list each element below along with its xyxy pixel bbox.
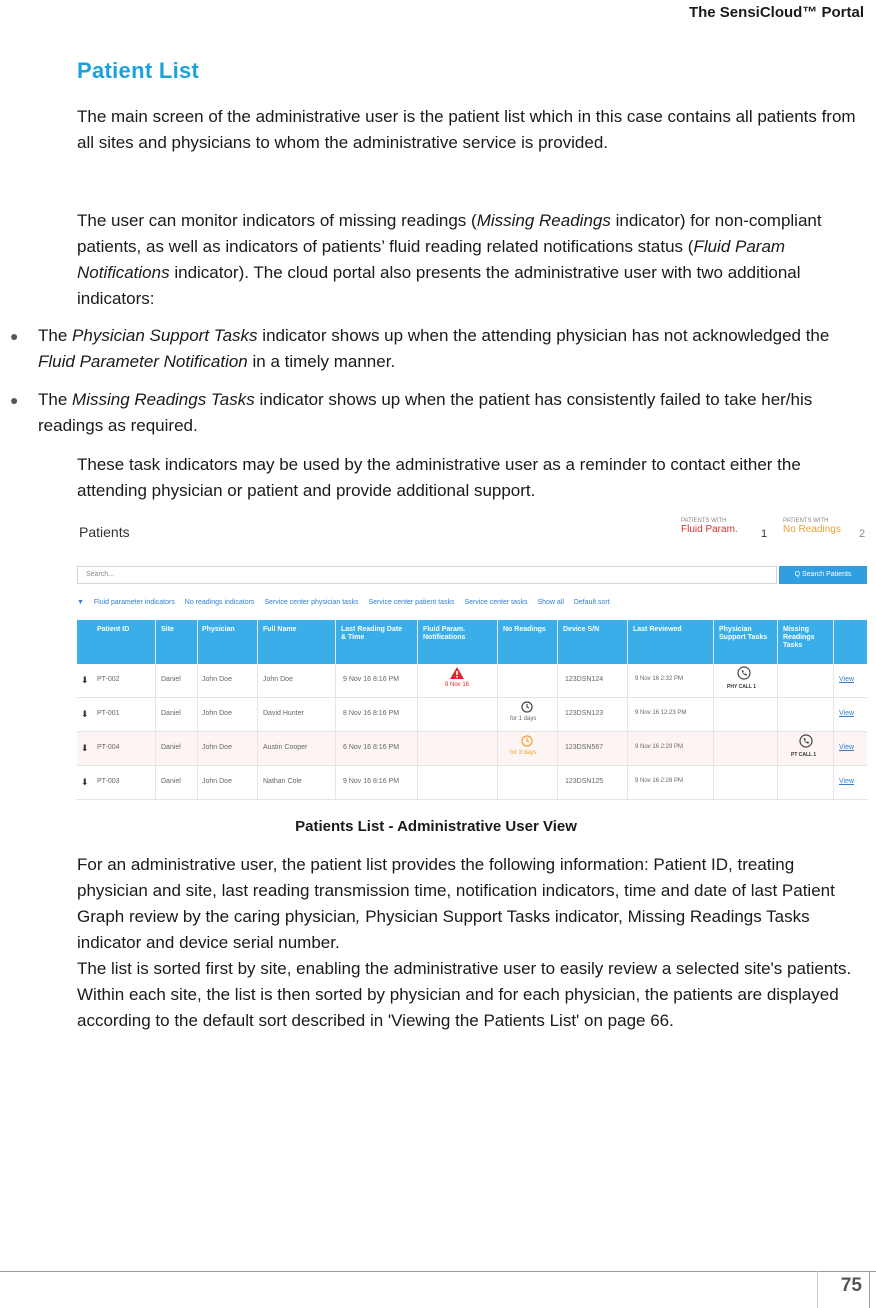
last-reading: 8 Nov 16 8:16 PM xyxy=(343,710,400,717)
text-run: The xyxy=(38,390,73,409)
text-run: indicator) for non-compliant patients, as well as indicators of patients’ fluid reading related notifications status ( xyxy=(77,211,822,256)
information-paragraph xyxy=(77,852,862,956)
table-row[interactable] xyxy=(77,766,867,800)
text-run: The xyxy=(38,326,73,345)
clock-icon[interactable] xyxy=(521,735,533,747)
column-divider xyxy=(713,620,714,800)
column-header[interactable]: Physician Support Tasks xyxy=(719,626,768,641)
expand-arrow-icon[interactable]: ⬇ xyxy=(81,777,89,787)
column-divider xyxy=(557,620,558,800)
filter-link[interactable]: Service center physician tasks xyxy=(264,599,359,606)
phone-icon[interactable] xyxy=(737,666,751,680)
intro-paragraph: The main screen of the administrative user is the patient list which in this case contains all patients from all sites and physicians to whom the administrative service is provided. xyxy=(77,107,856,152)
column-header[interactable]: Physician xyxy=(202,626,235,633)
table-row[interactable] xyxy=(77,698,867,732)
view-link[interactable]: View xyxy=(839,710,855,717)
full-name: John Doe xyxy=(263,676,293,683)
device-sn: 123DSN123 xyxy=(565,710,604,717)
fluid-param-badge[interactable] xyxy=(681,518,738,535)
patient-id: PT-002 xyxy=(97,676,120,683)
column-divider xyxy=(257,620,258,800)
expand-arrow-icon[interactable]: ⬇ xyxy=(81,709,89,719)
site: Daniel xyxy=(161,778,181,785)
device-sn: 123DSN124 xyxy=(565,676,604,683)
column-divider xyxy=(155,620,156,800)
text-run: in a timely manner. xyxy=(247,352,396,371)
view-link[interactable]: View xyxy=(839,744,855,751)
footer-divider xyxy=(817,1271,818,1308)
physician-task: PHY CALL 1 xyxy=(727,684,756,690)
site: Daniel xyxy=(161,710,181,717)
emphasis: Fluid Parameter Notification xyxy=(38,352,248,371)
indicators-paragraph xyxy=(77,208,862,312)
badge-name: No Readings xyxy=(783,524,841,535)
physician: John Doe xyxy=(202,778,232,785)
text-run: The user can monitor indicators of missing readings ( xyxy=(77,211,477,230)
device-sn: 123DSN567 xyxy=(565,744,604,751)
column-divider xyxy=(335,620,336,800)
filter-link[interactable]: No readings indicators xyxy=(184,599,255,606)
caption-text: Patients List - Administrative User View xyxy=(295,818,577,835)
badge-name: Fluid Param. xyxy=(681,524,738,535)
clock-icon[interactable] xyxy=(521,701,533,713)
filter-link[interactable]: Default sort xyxy=(573,599,610,606)
last-reviewed: 9 Nov 16 2:29 PM xyxy=(635,744,684,750)
column-header[interactable]: Last Reading Date & Time xyxy=(341,626,403,641)
filter-bar xyxy=(77,599,618,606)
full-name: Austin Cooper xyxy=(263,744,308,751)
column-header[interactable]: Patient ID xyxy=(97,626,130,633)
search-input[interactable]: Search... xyxy=(77,566,777,584)
text-run: Physician Support Tasks indicator, Missing Readings Tasks indicator and device serial number. xyxy=(77,907,810,952)
patient-id: PT-003 xyxy=(97,778,120,785)
column-header[interactable]: Fluid Param. Notifications xyxy=(423,626,466,641)
column-divider xyxy=(417,620,418,800)
column-header[interactable]: Last Reviewed xyxy=(633,626,682,633)
full-name: David Hunter xyxy=(263,710,304,717)
column-divider xyxy=(777,620,778,800)
last-reviewed: 9 Nov 16 12:23 PM xyxy=(635,710,687,716)
bullet-item xyxy=(10,323,862,375)
device-sn: 123DSN125 xyxy=(565,778,604,785)
physician: John Doe xyxy=(202,710,232,717)
emphasis: Missing Readings Tasks xyxy=(72,390,255,409)
section-title: Patient List xyxy=(77,58,200,83)
emphasis: , xyxy=(355,907,361,926)
emphasis: Missing Readings xyxy=(476,211,611,230)
view-link[interactable]: View xyxy=(839,676,855,683)
screenshot-title: Patients xyxy=(79,524,130,540)
no-readings-duration: for 3 days xyxy=(510,750,537,756)
footer-divider xyxy=(869,1271,870,1308)
sorting-paragraph: The list is sorted first by site, enabling the administrative user to easily review a selected site's patients. Within each site, the list is then sorted by physician and for each physician, the patients are displayed according to the default sort described in 'Viewing the Patients List' on page 66. xyxy=(77,959,852,1030)
column-divider xyxy=(197,620,198,800)
physician: John Doe xyxy=(202,744,232,751)
filter-link[interactable]: Fluid parameter indicators xyxy=(93,599,175,606)
bullet-icon: ● xyxy=(10,392,19,408)
view-link[interactable]: View xyxy=(839,778,855,785)
no-readings-duration: for 1 days xyxy=(510,716,537,722)
bullet-icon: ● xyxy=(10,328,19,344)
phone-icon[interactable] xyxy=(799,734,813,748)
table-row[interactable] xyxy=(77,664,867,698)
text-run: For an administrative user, the patient list provides the following information: Patient ID, treating physician and site, last reading transmission time, notification indicators, time and date of last Patient Graph review by the caring physician xyxy=(77,855,835,926)
text-run: indicator shows up when the patient has consistently failed to take her/his readings as required. xyxy=(38,390,813,435)
fluid-param-count: 1 xyxy=(761,528,768,540)
emphasis: Physician Support Tasks xyxy=(72,326,258,345)
patient-id: PT-004 xyxy=(97,744,120,751)
bullet-item xyxy=(10,387,862,439)
no-readings-badge[interactable] xyxy=(783,518,841,535)
filter-link[interactable]: Show all xyxy=(537,599,564,606)
site: Daniel xyxy=(161,744,181,751)
missing-readings-task: PT CALL 1 xyxy=(791,752,817,758)
badge-label: PATIENTS WITH xyxy=(783,518,829,524)
fluid-param-date: 9 Nov 16 xyxy=(445,682,470,688)
search-patients-button[interactable]: Q Search Patients xyxy=(779,566,867,584)
last-reviewed: 9 Nov 16 2:28 PM xyxy=(635,778,684,784)
filter-link[interactable]: Service center tasks xyxy=(464,599,528,606)
patient-id: PT-001 xyxy=(97,710,120,717)
last-reviewed: 9 Nov 16 2:32 PM xyxy=(635,676,684,682)
column-header[interactable]: Full Name xyxy=(263,626,297,633)
full-name: Nathan Cole xyxy=(263,778,302,785)
filter-link[interactable]: Service center patient tasks xyxy=(368,599,455,606)
text-run: indicator). The cloud portal also presents the administrative user with two additional indicators: xyxy=(77,263,801,308)
badge-label: PATIENTS WITH xyxy=(681,518,727,524)
last-reading: 6 Nov 16 8:16 PM xyxy=(343,744,400,751)
text-run: indicator shows up when the attending physician has not acknowledged the xyxy=(257,326,830,345)
expand-arrow-icon[interactable]: ⬇ xyxy=(81,743,89,753)
alert-triangle-icon[interactable] xyxy=(449,666,465,680)
site: Daniel xyxy=(161,676,181,683)
task-indicators-paragraph: These task indicators may be used by the administrative user as a reminder to contact either the attending physician or patient and provide additional support. xyxy=(77,455,801,500)
column-divider xyxy=(833,620,834,800)
patients-list-screenshot xyxy=(77,512,867,800)
last-reading: 9 Nov 16 8:16 PM xyxy=(343,778,400,785)
column-header[interactable]: Missing Readings Tasks xyxy=(783,626,815,649)
column-header[interactable]: No Readings xyxy=(503,626,546,633)
table-row[interactable] xyxy=(77,732,867,766)
column-divider xyxy=(497,620,498,800)
last-reading: 9 Nov 16 8:16 PM xyxy=(343,676,400,683)
no-readings-count: 2 xyxy=(859,528,866,540)
running-header: The SensiCloud™ Portal xyxy=(688,4,864,21)
table-header xyxy=(77,620,867,664)
footer-rule xyxy=(0,1271,876,1272)
filter-icon: ▼ xyxy=(77,599,84,606)
physician: John Doe xyxy=(202,676,232,683)
expand-arrow-icon[interactable]: ⬇ xyxy=(81,675,89,685)
column-header[interactable]: Site xyxy=(161,626,174,633)
page-number: 75 xyxy=(840,1275,862,1296)
column-header[interactable]: Device S/N xyxy=(563,626,600,633)
column-divider xyxy=(627,620,628,800)
emphasis: Fluid Param Notifications xyxy=(77,237,786,282)
figure-caption xyxy=(0,818,876,835)
